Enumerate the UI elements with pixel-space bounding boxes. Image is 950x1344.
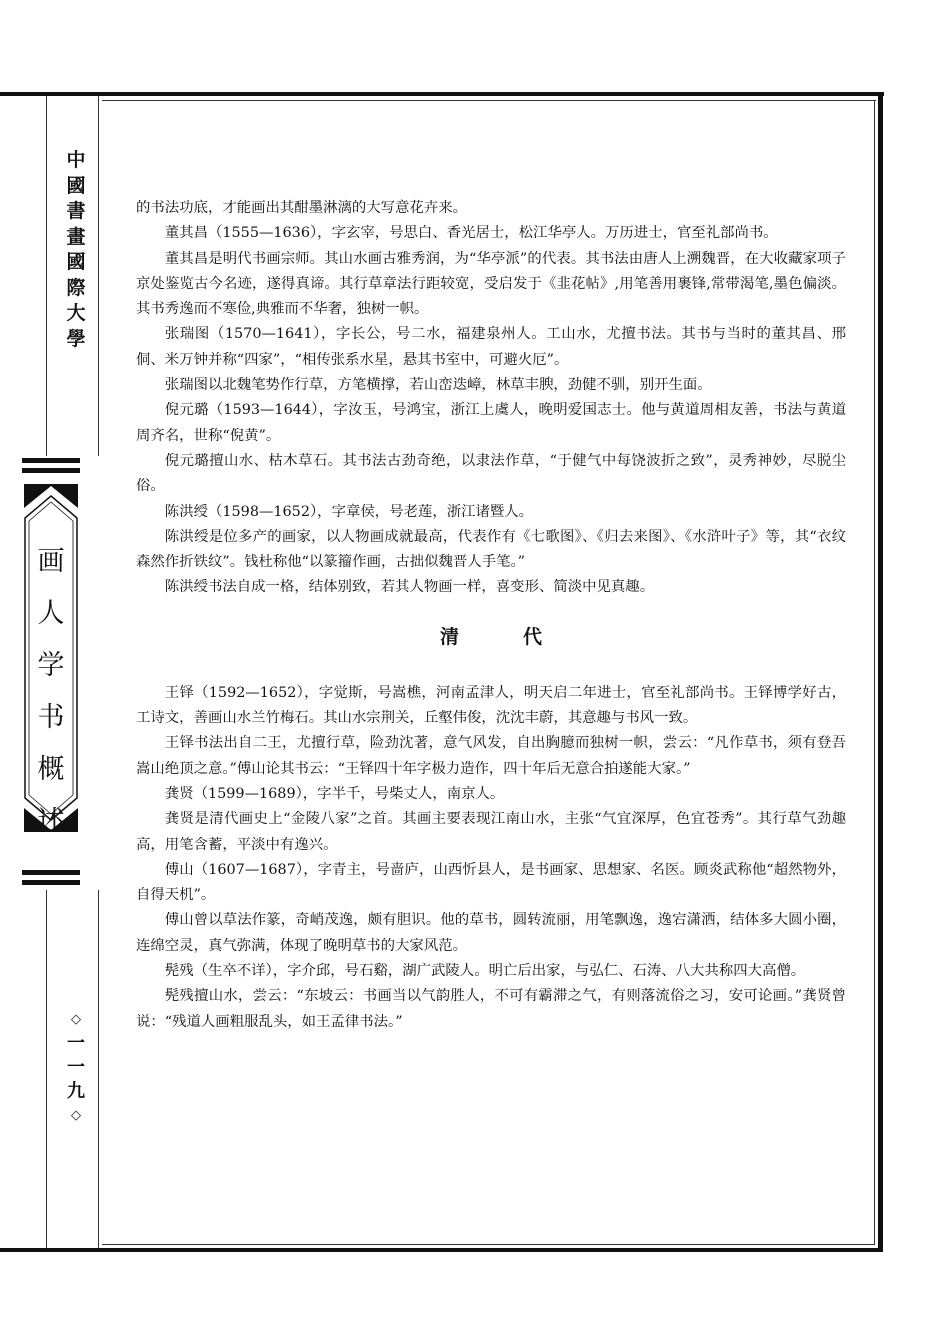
paragraph: 董其昌（1555—1636），字玄宰，号思白、香光居士，松江华亭人。万历进士，官至礼部尚书。 bbox=[164, 225, 778, 242]
diamond-icon: ◇ bbox=[71, 1012, 81, 1027]
sidebar-rule-right-upper bbox=[98, 96, 99, 456]
paragraph: 倪元璐擅山水、枯木草石。其书法古劲奇绝，以隶法作草，“于健气中每饶波折之致”，灵秀神妙，尽脱尘俗。 bbox=[136, 452, 846, 495]
sidebar-rule-left-upper bbox=[46, 96, 47, 456]
page-frame-bottom bbox=[0, 1248, 883, 1252]
title-char: 學 bbox=[66, 327, 86, 350]
paragraph: 王铎书法出自二王，尤擅行草，险劲沈著，意气风发，自出胸臆而独树一帜，尝云：“凡作草书，须有登吾嵩山绝顶之意。”傅山论其书云：“王铎四十年字极力造作，四十年后无意合拍遂能大家。” bbox=[136, 735, 846, 777]
paragraph: 倪元璐（1593—1644），字汝玉，号鸿宝，浙江上虞人，晚明爱国志士。他与黄道周相友善，书法与黄道周齐名，世称“倪黄”。 bbox=[136, 402, 846, 444]
page-number-char: 一 bbox=[67, 1033, 85, 1054]
diamond-icon: ◇ bbox=[71, 1108, 81, 1123]
sidebar-rule-left-lower bbox=[46, 890, 47, 1248]
paragraphs-qing bbox=[136, 681, 846, 1035]
title-char: 中 bbox=[66, 149, 86, 171]
paragraph: 陈洪绶书法自成一格，结体别致，若其人物画一样，喜变形、简淡中见真趣。 bbox=[164, 579, 655, 596]
book-title-char: 学 bbox=[37, 650, 65, 681]
page-frame-inner-top bbox=[102, 100, 876, 101]
paragraph: 傅山（1607—1687），字青主，号啬庐，山西忻县人，是书画家、思想家、名医。顾炎武称他“超然物外，自得天机”。 bbox=[136, 861, 846, 904]
title-char: 際 bbox=[66, 276, 86, 299]
paragraph: 傅山曾以草法作篆，奇峭茂逸，颇有胆识。他的草书，圆转流丽，用笔飘逸，逸宕潇洒，结体多大圆小圈，连绵空灵，真气弥满，体现了晚明草书的大家风范。 bbox=[136, 912, 846, 954]
section-heading-char: 代 bbox=[523, 625, 543, 648]
paragraph: 张瑞图以北魏笔势作行草，方笔横撑，若山峦迭嶂，林草丰腴，劲健不驯，别开生面。 bbox=[164, 377, 712, 394]
paragraph: 髡残（生卒不详），字介邱，号石谿，湖广武陵人。明亡后出家，与弘仁、石涛、八大共称四大高僧。 bbox=[164, 963, 806, 980]
page-frame-inner-bottom bbox=[102, 1244, 875, 1245]
page-number bbox=[60, 1008, 92, 1128]
section-heading-char: 清 bbox=[439, 625, 459, 648]
page-frame-right bbox=[878, 92, 883, 1252]
label-bar-bottom-1 bbox=[22, 870, 80, 875]
page-number-char: 九 bbox=[67, 1081, 85, 1102]
label-bar-top-1 bbox=[22, 458, 80, 463]
book-title-char: 画 bbox=[37, 546, 65, 577]
paragraph: 张瑞图（1570—1641），字长公，号二水，福建泉州人。工山水，尤擅书法。其书与当时的董其昌、邢侗、米万钟并称“四家”，“相传张系水星，悬其书室中，可避火厄”。 bbox=[136, 326, 846, 368]
title-char: 國 bbox=[66, 251, 86, 273]
label-bar-bottom-2 bbox=[22, 880, 80, 885]
paragraphs-ming bbox=[136, 196, 846, 601]
paragraph: 陈洪绶是位多产的画家，以人物画成就最高，代表作有《七歌图》、《归去来图》、《水浒叶子》等，其“衣纹森然作折铁纹”。钱杜称他“以篆籀作画，古拙似魏晋人手笔。” bbox=[136, 528, 846, 571]
book-title-char: 述 bbox=[37, 806, 65, 837]
paragraph: 王铎（1592—1652），字觉斯，号嵩樵，河南孟津人，明天启二年进士，官至礼部尚书。王铎博学好古，工诗文，善画山水兰竹梅石。其山水宗荆关，丘壑伟俊，沈沈丰蔚，其意趣与书风一致。 bbox=[136, 684, 846, 727]
page-frame-top bbox=[0, 92, 884, 96]
paragraph: 陈洪绶（1598—1652），字章侯，号老莲，浙江诸暨人。 bbox=[164, 503, 534, 520]
title-char: 畫 bbox=[66, 225, 86, 248]
title-char: 大 bbox=[66, 302, 86, 324]
page-number-char: 一 bbox=[67, 1057, 85, 1078]
title-char: 書 bbox=[66, 200, 86, 222]
sidebar-rule-right-lower bbox=[98, 890, 99, 1248]
book-title-char: 概 bbox=[37, 754, 65, 785]
book-title-char: 人 bbox=[37, 598, 65, 629]
book-title bbox=[26, 536, 76, 848]
section-heading-qing bbox=[136, 605, 846, 669]
paragraph: 龚贤是清代画史上“金陵八家”之首。其画主要表现江南山水，主张“气宜深厚，色宜苍秀”。其行草气劲趣高，用笔含蓄，平淡中有逸兴。 bbox=[136, 811, 846, 853]
label-bar-top-2 bbox=[22, 468, 80, 473]
sidebar-university-title bbox=[60, 148, 92, 352]
paragraph: 髡残擅山水，尝云：“东坡云：书画当以气韵胜人，不可有霸滞之气，有则落流俗之习，安可论画。”龚贤曾说：“残道人画粗服乱头，如王孟律书法。” bbox=[136, 988, 846, 1030]
paragraph: 龚贤（1599—1689），字半千，号柴丈人，南京人。 bbox=[164, 785, 505, 802]
title-char: 國 bbox=[66, 174, 86, 197]
page-body bbox=[136, 196, 846, 1035]
paragraph: 董其昌是明代书画宗师。其山水画古雅秀润，为“华亭派”的代表。其书法由唐人上溯魏晋，在大收藏家项子京处鉴览古今名迹，遂得真谛。其行草章法行距较宽，受启发于《韭花帖》,用笔善用裹锋,常带渴笔,墨色偏淡。其书秀逸而不寒俭,典雅而不华奢，独树一帜。 bbox=[136, 250, 846, 318]
book-title-char: 书 bbox=[37, 702, 65, 733]
page-frame-inner-right bbox=[874, 100, 875, 1245]
paragraph: 的书法功底，才能画出其酣墨淋漓的大写意花卉来。 bbox=[136, 200, 467, 216]
